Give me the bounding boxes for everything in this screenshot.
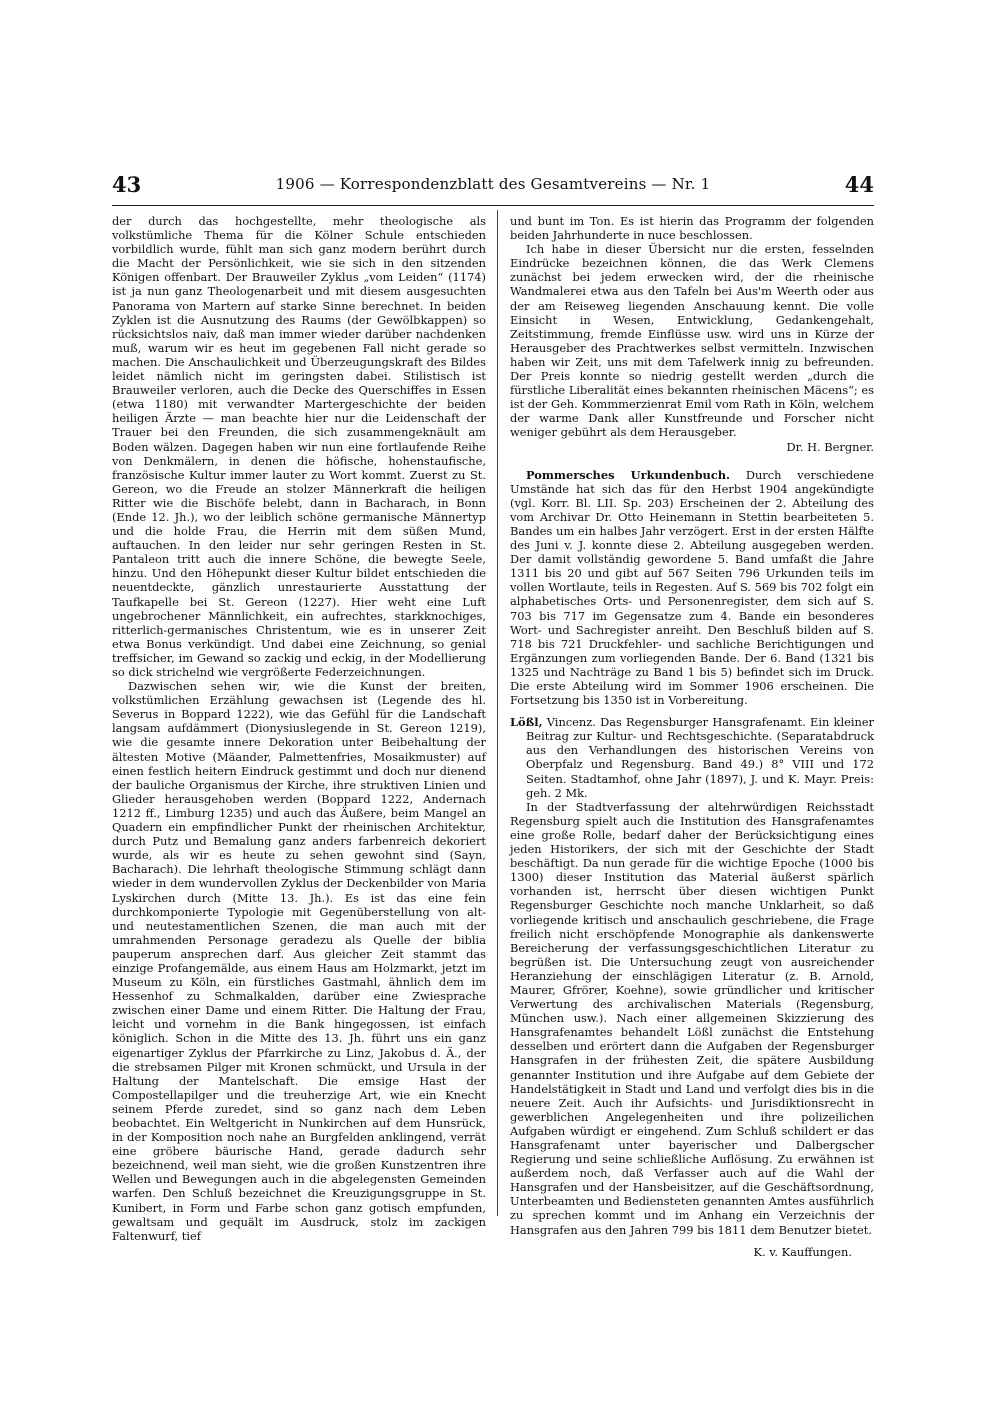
right-paragraph-1: und bunt im Ton. Es ist hierin das Programm der folgenden beiden Jahrhunderte in nuce beschlossen.: [510, 214, 874, 243]
section-gap: [510, 707, 874, 715]
page-number-right: 44: [844, 172, 874, 197]
left-paragraph-1: der durch das hochgestellte, mehr theologische als volkstümliche Thema für die Kölner Schule entschieden vorbildlich wurde, fühlt man sich ganz modern berührt durch die Macht der Persönlichkeit, wie sie sich in den sitzenden Königen offenbart. Der Brauweiler Zyklus „vom Leiden“ (1174) ist ja nun ganz Theologenarbeit und mit diesem ausgesuchten Panorama von Martern auf starke Sinne berechnet. In beiden Zyklen ist die Ausnutzung des Raums (der Gewölbkappen) so rücksichtslos naiv, daß man immer wieder darüber nachdenken muß, warum wir es heut im gegebenen Fall nicht gerade so machen. Die Anschaulichkeit und Überzeugungskraft des Bildes leidet nämlich nicht im geringsten dabei. Stilistisch ist Brauweiler verloren, auch die Decke des Querschiffes in Essen (etwa 1180) mit verwandter Martergeschichte der beiden heiligen Ärzte — man beachte hier nur die Leidenschaft der Trauer bei den Freunden, die sich zusammengeknäult am Boden wälzen. Dagegen haben wir nun eine fortlaufende Reihe von Denkmälern, in denen die höfische, hohenstaufische, französische Kultur immer lauter zu Wort kommt. Zuerst zu St. Gereon, wo die Freude an stolzer Männerkraft die heiligen Ritter wie die Bischöfe belebt, dann in Bacharach, in Bonn (Ende 12. Jh.), wo der leiblich schöne germanische Männertyp und die holde Frau, die Herrin mit dem süßen Mund, auftauchen. In den leider nur sehr geringen Resten in St. Pantaleon tritt auch die innere Schöne, die bewegte Seele, hinzu. Und den Höhepunkt dieser Kultur bildet entschieden die neuentdeckte, gänzlich unrestaurierte Ausstattung der Taufkapelle bei St. Gereon (1227). Hier weht eine Luft ungebrochener Männlichkeit, ein aufrechtes, starkknochiges, ritterlich-germanisches Christentum, wie es in unserer Zeit etwa Bonus verkündigt. Und dabei eine Zeichnung, so genial treffsicher, im Gewand so zackig und eckig, in der Modellierung so dick strichelnd wie vergrößerte Federzeichnungen.: [112, 214, 486, 679]
review-pommersches-urkundenbuch: [510, 468, 874, 708]
review-hansgrafenamt: In der Stadtverfassung der altehrwürdigen Reichsstadt Regensburg spielt auch die Institution des Hansgrafenamtes eine große Rolle, bedarf daher der Berücksichtigung eines jeden Historikers, der sich mit der Geschichte der Stadt beschäftigt. Da nun gerade für die wichtige Epoche (1000 bis 1300) dieser Institution das Material äußerst spärlich vorhanden ist, herrscht über diesen wichtigen Punkt Regensburger Geschichte noch manche Unklarheit, so daß vorliegende kritisch und anschaulich geschriebene, die Frage freilich nicht erschöpfende Monographie als dankenswerte Bereicherung der verfassungsgeschichtlichen Literatur zu begrüßen ist. Die Untersuchung zeugt von ausreichender Heranziehung der einschlägigen Literatur (z. B. Arnold, Maurer, Gfrörer, Koehne), sowie gründlicher und kritischer Verwertung des archivalischen Materials (Regensburg, München usw.). Nach einer allgemeinen Skizzierung des Hansgrafenamtes behandelt Lößl zunächst die Entstehung desselben und erörtert dann die Aufgaben der Regensburger Hansgrafen in der frühesten Zeit, die spätere Ausbildung genannter Institution und ihre Aufgabe auf dem Gebiete der Handelstätigkeit in Stadt und Land und verfolgt dies bis in die neuere Zeit. Auch ihr Aufsichts- und Jurisdiktionsrecht in gewerblichen Angelegenheiten und ihre polizeilichen Aufgaben würdigt er eingehend. Zum Schluß schildert er das Hansgrafenamt unter bayerischer und Dalbergscher Regierung und seine schließliche Auflösung. Zu erwähnen ist außerdem noch, daß Verfasser auch auf die Wahl der Hansgrafen und der Hansbeisitzer, auf die Geschäftsordnung, Unterbeamten und Bediensteten genannten Amtes ausführlich zu sprechen kommt und im Anhang ein Verzeichnis der Hansgrafen aus den Jahren 799 bis 1811 dem Benutzer bietet.: [510, 799, 874, 1237]
signature-kauffungen: K. v. Kauffungen.: [753, 1244, 852, 1259]
bibliographic-author: Lößl,: [510, 715, 543, 730]
running-title: 1906 — Korrespondenzblatt des Gesamtvereins — Nr. 1: [275, 175, 711, 193]
signature-bergner: Dr. H. Bergner.: [786, 439, 874, 454]
bibliographic-details: Vincenz. Das Regensburger Hansgrafenamt. Ein kleiner Beitrag zur Kultur- und Rechtsgeschichte. (Separatabdruck aus den Verhandlungen des historischen Vereins von Oberpfalz und Regensburg. Band 49.) 8° VIII und 172 Seiten. Stadtamhof, ohne Jahr (1897), J. und K. Mayr. Preis: geh. 2 Mk.: [526, 715, 874, 800]
review-heading: Pommersches Urkundenbuch.: [526, 467, 730, 482]
right-column: [510, 214, 874, 1259]
page-header: [112, 172, 874, 204]
left-paragraph-2: Dazwischen sehen wir, wie die Kunst der breiten, volkstümlichen Erzählung gewachsen ist (Legende des hl. Severus in Boppard 1222), wie das Gefühl für die Landschaft langsam aufdämmert (Dionysiuslegende in St. Gereon 1219), wie die gesamte innere Dekoration unter Beibehaltung der ältesten Motive (Mäander, Palmettenfries, Mosaikmuster) auf einen festlich heitern Eindruck gestimmt und doch nur dienend der bauliche Organismus der Kirche, ihre struktiven Linien und Glieder herausgehoben werden (Boppard 1222, Andernach 1212 ff., Limburg 1235) und auch das Äußere, beim Mangel an Quadern ein empfindlicher Punkt der rheinischen Architektur, durch Putz und Bemalung ganz anders farbenreich dekoriert wurde, als wir es heute zu sehen gewohnt sind (Sayn, Bacharach). Die lehrhaft theologische Stimmung schlägt dann wieder in dem wundervollen Zyklus der Deckenbilder von Maria Lyskirchen durch (Mitte 13. Jh.). Es ist das eine fein durchkomponierte Typologie mit Gegenüberstellung von alt- und neutestamentlichen Szenen, die man auch mit der umrahmenden Personage geradezu als Quelle der biblia pauperum ansprechen darf. Aus gleicher Zeit stammt das einzige Profangemälde, aus einem Haus am Holzmarkt, jetzt im Museum zu Köln, ein fürstliches Gastmahl, ähnlich dem im Hessenhof zu Schmalkalden, darüber eine Zwiesprache zwischen einer Dame und einem Ritter. Die Haltung der Frau, leicht und vornehm in die Bank hingegossen, ist einfach königlich. Schon in die Mitte des 13. Jh. führt uns ein ganz eigenartiger Zyklus der Pfarrkirche zu Linz, Jakobus d. Ä., der die strebsamen Pilger mit Kronen schmückt, und Ursula in der Haltung der Mantelschaft. Die emsige Hast der Compostellapilger und die treuherzige Art, wie ein Knecht seinem Pferde zuredet, sind so ganz nach dem Leben beobachtet. Ein Weltgericht in Nunkirchen auf dem Hunsrück, in der Komposition noch nahe an Burgfelden anklingend, verrät eine gröbere bäurische Hand, gerade dadurch sehr bezeichnend, weil man sieht, wie die großen Kunstzentren ihre Wellen und Bewegungen auch in die abgelegensten Gemeinden warfen. Den Schluß bezeichnet die Kreuzigungsgruppe in St. Kunibert, in Form und Farbe schon ganz gotisch empfunden, gewaltsam und gequält im Ausdruck, stolz im zackigen Faltenwurf, tief: [112, 679, 486, 1243]
right-paragraph-2: Ich habe in dieser Übersicht nur die ersten, fesselnden Eindrücke bezeichnen können, die das Werk Clemens zunächst bei jedem erwecken wird, der die rheinische Wandmalerei etwa aus den Tafeln bei Aus'm Weerth oder aus der am Reiseweg liegenden Anschauung kennt. Die volle Einsicht in Wesen, Entwicklung, Gedankengehalt, Zeitstimmung, fremde Einflüsse usw. wird uns in Kürze der Herausgeber des Prachtwerkes selbst vermitteln. Inzwischen haben wir Zeit, uns mit dem Tafelwerk innig zu befreunden. Der Preis konnte so niedrig gestellt werden „durch die fürstliche Liberalität eines bekannten rheinischen Mäcens“; es ist der Geh. Kommmerzienrat Emil vom Rath in Köln, welchem der warme Dank aller Kunstfreunde und Forscher nicht weniger gebührt als dem Herausgeber.: [510, 242, 874, 440]
section-gap: [510, 454, 874, 468]
review-text: Durch verschiedene Umstände hat sich das für den Herbst 1904 angekündigte (vgl. Korr. Bl. LII. Sp. 203) Erscheinen der 2. Abteilung des vom Archivar Dr. Otto Heinemann in Stettin bearbeiteten 5. Bandes um ein halbes Jahr verzögert. Erst in der ersten Hälfte des Juni v. J. konnte diese 2. Abteilung ausgegeben werden. Der damit vollständig gewordene 5. Band umfaßt die Jahre 1311 bis 20 und gibt auf 567 Seiten 796 Urkunden teils im vollen Wortlaute, teils in Regesten. Auf S. 569 bis 702 folgt ein alphabetisches Orts- und Personenregister, dem sich auf S. 703 bis 717 im Gegensatze zum 4. Bande ein besonderes Wort- und Sachregister anreiht. Den Beschluß bilden auf S. 718 bis 721 Druckfehler- und sachliche Berichtigungen und Ergänzungen zum vorliegenden Bande. Der 6. Band (1321 bis 1325 und Nachträge zu Band 1 bis 5) befindet sich im Druck. Die erste Abteilung wird im Sommer 1906 erscheinen. Die Fortsetzung bis 1350 ist in Vorbereitung.: [510, 467, 874, 708]
header-rule: [112, 205, 874, 206]
left-column: [112, 214, 486, 1243]
bibliographic-entry: [510, 715, 874, 800]
column-divider: [497, 210, 498, 1216]
page-number-left: 43: [112, 172, 142, 197]
